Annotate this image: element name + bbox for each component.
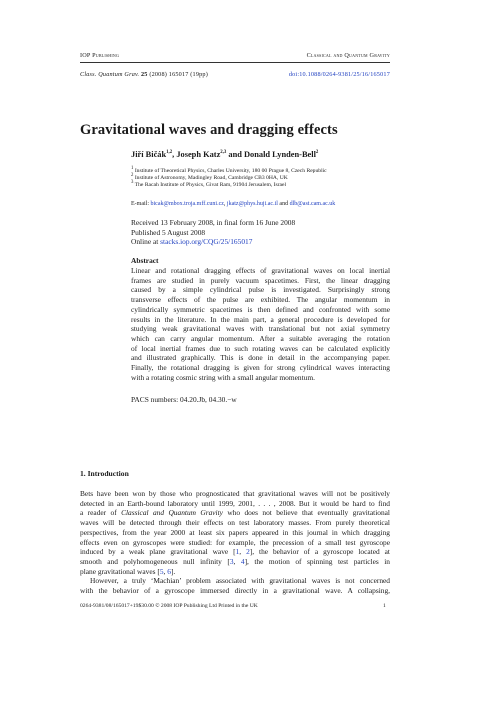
affiliation-text: The Racah Institute of Physics, Givat Ram, 91904 Jerusalem, Israel bbox=[134, 182, 287, 189]
body-line: Bets have been won by those who prognosticated that gravitational waves will not be positively bbox=[80, 489, 390, 498]
citation bbox=[80, 71, 208, 78]
abstract-line: with a rotating cosmic string with a small angular momentum. bbox=[131, 372, 315, 382]
abstract-line: frames are studied in purely vacuum spacetimes. First, the linear dragging bbox=[131, 275, 390, 285]
body-line: However, a truly ‘Machian’ problem associated with gravitational waves is not concerned bbox=[90, 576, 390, 586]
author-1: Jiří Bičák bbox=[131, 150, 167, 159]
email-label: E-mail: bbox=[131, 201, 149, 207]
affiliation-number: 1 bbox=[131, 166, 134, 172]
body-line: plane gravitational waves [5, 6]. bbox=[80, 566, 176, 576]
abstract-line: results in the literature. In the main part, a general procedure is developed for bbox=[131, 314, 390, 324]
citation-journal: Class. Quantum Grav. bbox=[80, 71, 140, 78]
affiliation-number: 2 bbox=[131, 173, 134, 179]
affiliation-text: Institute of Theoretical Physics, Charles University, 180 00 Prague 8, Czech Republic bbox=[134, 168, 327, 174]
abstract-line: which can carry angular momentum. After a suitable averaging the rotation bbox=[131, 333, 390, 343]
author-list bbox=[131, 150, 318, 159]
body-line: perspectives, from the year 2000 at least six papers appeared in this journal in which dragging bbox=[80, 527, 390, 537]
body-line: detected in an Earth-bound laboratory until 1999, 2001, . . . , 2008. But it would be hard to find bbox=[80, 498, 390, 508]
body-line: effects even on gyroscopes were studied: for example, the precession of a small test gyroscope bbox=[80, 537, 390, 547]
author-2-affiliation: 2,3 bbox=[220, 150, 227, 156]
author-1-affiliation: 1,2 bbox=[166, 150, 173, 156]
author-separator: and bbox=[226, 150, 244, 159]
section-heading: 1. Introduction bbox=[80, 469, 129, 478]
abstract-line: Finally, the rotational dragging is given for strong cylindrical waves interacting bbox=[131, 363, 390, 373]
received-date: Received 13 February 2008, in final form 16 June 2008 bbox=[131, 218, 296, 227]
email-link-1[interactable]: bicak@mbox.troja.mff.cuni.cz bbox=[150, 201, 224, 207]
doi-link[interactable]: doi:10.1088/0264-9381/25/16/165017 bbox=[288, 71, 390, 78]
abstract-body bbox=[131, 266, 390, 382]
pacs-numbers: PACS numbers: 04.20.Jb, 04.30.−w bbox=[131, 395, 237, 404]
author-3: Donald Lynden-Bell bbox=[244, 150, 316, 159]
abstract-line: and illustrated graphically. This is done in detail in the accompanying paper. bbox=[131, 353, 390, 363]
citation-link[interactable]: 1 bbox=[235, 547, 240, 557]
affiliation-text: Institute of Astronomy, Madingley Road, Cambridge CB3 0HA, UK bbox=[134, 175, 288, 182]
affiliations bbox=[131, 168, 327, 189]
citation-link[interactable]: 3 bbox=[229, 556, 234, 566]
footer-copyright: 0264-9381/08/165017+19$30.00 © 2008 IOP Publishing Ltd Printed in the UK bbox=[80, 603, 258, 609]
citation-volume: 25 bbox=[140, 71, 148, 78]
email-separator: , bbox=[223, 201, 227, 207]
abstract-line: of local inertial frames due to such rotating waves can be calculated explicitly bbox=[131, 343, 390, 353]
email-line bbox=[131, 201, 335, 207]
online-link[interactable]: stacks.iop.org/CQG/25/165017 bbox=[160, 237, 253, 247]
publisher-name: IOP Publishing bbox=[80, 52, 120, 59]
abstract-line: cylindrically symmetric spacetimes is then defined and confronted with some bbox=[131, 304, 390, 314]
journal-name: Classical and Quantum Gravity bbox=[306, 52, 390, 59]
email-separator: and bbox=[277, 201, 290, 207]
body-line: waves will be detected through their effects on test laboratory masses. From purely theoretical bbox=[80, 518, 390, 528]
publication-dates bbox=[131, 218, 295, 247]
email-link-2[interactable]: jkatz@phys.huji.ac.il bbox=[226, 201, 278, 207]
citation-link[interactable]: 4 bbox=[240, 556, 245, 566]
online-prefix: Online at bbox=[131, 237, 161, 247]
author-separator: , bbox=[172, 150, 177, 159]
online-line bbox=[131, 237, 295, 247]
body-line: smooth and polyhomogeneous null infinity [3, 4], the motion of spinning test particles in bbox=[80, 556, 390, 566]
abstract-line: studying weak gravitational waves with translational but not axial symmetry bbox=[131, 324, 390, 334]
header-rule bbox=[80, 62, 390, 63]
citation-rest: (2008) 165017 (19pp) bbox=[149, 71, 208, 78]
abstract-line: caused by a simple cylindrical pulse is investigated. Surprisingly strong bbox=[131, 285, 390, 295]
body-line: induced by a weak plane gravitational wave [1, 2], the behavior of a gyroscope located at bbox=[80, 547, 390, 557]
body-line: with the behavior of a gyroscope immersed directly in a gravitational wave. A collapsing, bbox=[80, 586, 390, 596]
abstract-line: transverse effects of the pulse are exhibited. The angular momentum in bbox=[131, 295, 390, 305]
abstract-heading: Abstract bbox=[131, 256, 159, 265]
citation-link[interactable]: 2 bbox=[246, 547, 250, 557]
affiliation-3 bbox=[131, 182, 327, 189]
body-line: a reader of Classical and Quantum Gravity who does not believe that eventually gravitational bbox=[80, 508, 390, 518]
page-number: 1 bbox=[383, 603, 386, 609]
paper-title: Gravitational waves and dragging effects bbox=[80, 122, 338, 138]
citation-link[interactable]: 6 bbox=[167, 566, 171, 576]
citation-link[interactable]: 5 bbox=[159, 566, 164, 576]
abstract-line: Linear and rotational dragging effects of gravitational waves on local inertial bbox=[131, 266, 390, 275]
email-link-3[interactable]: dlb@ast.cam.ac.uk bbox=[289, 201, 336, 207]
section-body bbox=[80, 489, 390, 596]
author-2: Joseph Katz bbox=[176, 150, 221, 159]
author-3-affiliation: 2 bbox=[315, 150, 319, 156]
published-date: Published 5 August 2008 bbox=[131, 227, 206, 237]
affiliation-number: 3 bbox=[131, 180, 134, 186]
